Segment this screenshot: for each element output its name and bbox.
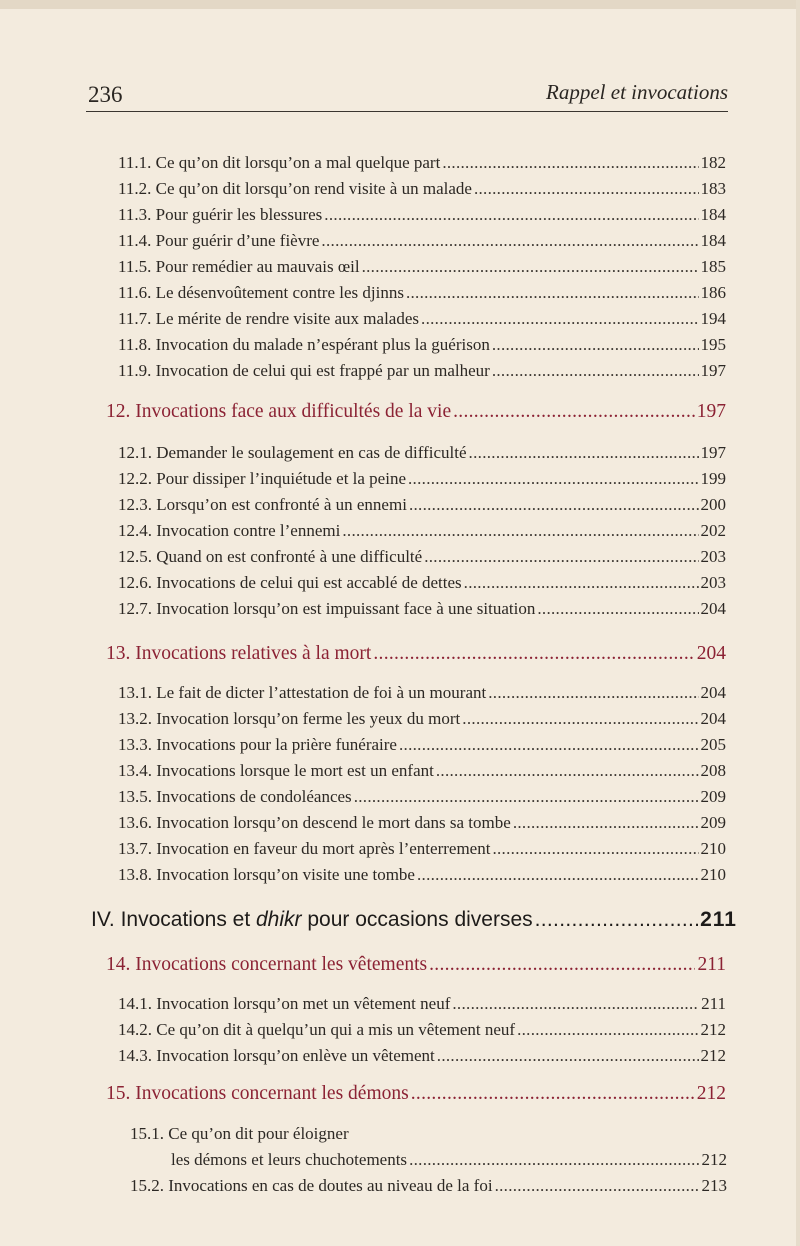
toc-section-page: 197	[696, 401, 726, 422]
toc-entry-page: 204	[700, 709, 726, 728]
toc-entry-label: 11.6. Le désenvoûtement contre les djinns	[118, 283, 404, 302]
dot-leader	[452, 994, 699, 1014]
toc-entry-page: 212	[700, 1046, 726, 1065]
toc-entry-page: 184	[700, 205, 726, 224]
toc-entry-page: 204	[700, 683, 726, 702]
toc-entry-13-5	[118, 787, 726, 807]
toc-entry-label: 14.3. Invocation lorsqu’on enlève un vêtement	[118, 1046, 435, 1065]
toc-section-page: 204	[696, 643, 726, 664]
toc-entry-14-1	[118, 994, 726, 1014]
toc-entry-13-8	[118, 865, 726, 885]
toc-entry-11-1	[118, 153, 726, 173]
toc-entry-page: 183	[700, 179, 726, 198]
toc-entry-label: 11.9. Invocation de celui qui est frappé par un malheur	[118, 361, 490, 380]
dot-leader	[429, 954, 695, 976]
toc-entry-label: 11.1. Ce qu’on dit lorsqu’on a mal quelque part	[118, 153, 441, 172]
toc-entry-label: 13.4. Invocations lorsque le mort est un enfant	[118, 761, 434, 780]
toc-entry-page: 210	[700, 839, 726, 858]
toc-section-label: 12. Invocations face aux difficultés de la vie	[106, 401, 452, 422]
toc-entry-label: 13.2. Invocation lorsqu’on ferme les yeux du mort	[118, 709, 461, 728]
toc-entry-13-4	[118, 761, 726, 781]
dot-leader	[464, 573, 699, 593]
toc-part-page: 211	[700, 908, 737, 931]
toc-entry-15-1	[171, 1150, 727, 1170]
toc-entry-page: 195	[700, 335, 726, 354]
toc-entry-11-2	[118, 179, 726, 199]
dot-leader	[399, 735, 699, 755]
toc-section-page: 211	[697, 954, 726, 975]
toc-entry-page: 186	[700, 283, 726, 302]
toc-entry-page: 184	[700, 231, 726, 250]
dot-leader	[342, 521, 698, 541]
toc-entry-label: 12.6. Invocations de celui qui est accablé de dettes	[118, 573, 462, 592]
toc-entry-12-6	[118, 573, 726, 593]
toc-part-label-start: IV. Invocations et	[91, 908, 256, 931]
toc-section-15	[106, 1083, 726, 1105]
toc-entry-13-2	[118, 709, 726, 729]
dot-leader	[408, 469, 699, 489]
dot-leader	[492, 839, 698, 859]
toc-entry-page: 209	[700, 787, 726, 806]
toc-entry-page: 203	[700, 573, 726, 592]
toc-entry-11-5	[118, 257, 726, 277]
toc-entry-page: 204	[700, 599, 726, 618]
dot-leader	[488, 683, 698, 703]
toc-entry-page: 208	[700, 761, 726, 780]
dot-leader	[492, 335, 699, 355]
toc-entry-page: 205	[700, 735, 726, 754]
dot-leader	[442, 153, 698, 173]
dot-leader	[474, 179, 699, 199]
toc-entry-label: 12.1. Demander le soulagement en cas de difficulté	[118, 443, 467, 462]
toc-entry-label: 11.4. Pour guérir d’une fièvre	[118, 231, 320, 250]
dot-leader	[537, 599, 698, 619]
toc-entry-11-9	[118, 361, 726, 381]
toc-entry-13-7	[118, 839, 726, 859]
toc-entry-label: 12.4. Invocation contre l’ennemi	[118, 521, 341, 540]
toc-entry-page: 200	[700, 495, 726, 514]
toc-entry-13-6	[118, 813, 726, 833]
toc-entry-page: 197	[700, 361, 726, 380]
dot-leader	[373, 643, 694, 665]
toc-entry-13-1	[118, 683, 726, 703]
toc-entry-page: 203	[700, 547, 726, 566]
dot-leader	[411, 1083, 695, 1105]
page-top-edge	[0, 0, 800, 9]
toc-entry-label: 12.7. Invocation lorsqu’on est impuissant face à une situation	[118, 599, 536, 618]
toc-entry-label: 15.2. Invocations en cas de doutes au niveau de la foi	[130, 1176, 493, 1195]
toc-part-iv	[91, 908, 737, 932]
toc-entry-label: 11.5. Pour remédier au mauvais œil	[118, 257, 360, 276]
toc-entry-13-3	[118, 735, 726, 755]
dot-leader	[535, 908, 698, 932]
page-header	[86, 72, 728, 112]
toc-entry-14-2	[118, 1020, 726, 1040]
toc-entry-11-3	[118, 205, 726, 225]
dot-leader	[437, 1046, 699, 1066]
dot-leader	[421, 309, 698, 329]
toc-entry-label: 11.8. Invocation du malade n’espérant plus la guérison	[118, 335, 490, 354]
toc-part-label-end: pour occasions diverses	[301, 908, 533, 931]
dot-leader	[495, 1176, 700, 1196]
toc-entry-12-5	[118, 547, 726, 567]
toc-entry-label: 13.1. Le fait de dicter l’attestation de foi à un mourant	[118, 683, 487, 702]
page-number: 236	[88, 82, 123, 107]
dot-leader	[462, 709, 698, 729]
toc-entry-label: 14.1. Invocation lorsqu’on met un vêtement neuf	[118, 994, 451, 1013]
toc-entry-page: 194	[700, 309, 726, 328]
toc-entry-page: 211	[701, 994, 726, 1013]
dot-leader	[436, 761, 699, 781]
toc-part-label	[91, 908, 533, 932]
toc-section-label: 15. Invocations concernant les démons	[106, 1083, 409, 1104]
page-right-edge	[796, 0, 800, 1246]
toc-entry-label: 11.2. Ce qu’on dit lorsqu’on rend visite à un malade	[118, 179, 472, 198]
toc-entry-page: 182	[700, 153, 726, 172]
dot-leader	[417, 865, 699, 885]
toc-section-14	[106, 954, 726, 976]
toc-section-label: 14. Invocations concernant les vêtements	[106, 954, 428, 975]
toc-entry-label: 12.3. Lorsqu’on est confronté à un ennemi	[118, 495, 407, 514]
toc-entry-label: les démons et leurs chuchotements	[171, 1150, 408, 1169]
toc-entry-label: 13.3. Invocations pour la prière funéraire	[118, 735, 397, 754]
dot-leader	[492, 361, 699, 381]
dot-leader	[406, 283, 699, 303]
toc-entry-label: 13.8. Invocation lorsqu’on visite une tombe	[118, 865, 415, 884]
toc-part-label-italic: dhikr	[256, 908, 302, 931]
toc-section-page: 212	[696, 1083, 726, 1104]
header-rule	[86, 111, 728, 112]
toc-entry-12-1	[118, 443, 726, 463]
toc-entry-label: 11.7. Le mérite de rendre visite aux malades	[118, 309, 420, 328]
toc-entry-page: 197	[700, 443, 726, 462]
toc-entry-label: 14.2. Ce qu’on dit à quelqu’un qui a mis un vêtement neuf	[118, 1020, 516, 1039]
toc-entry-page: 210	[700, 865, 726, 884]
toc-entry-11-7	[118, 309, 726, 329]
toc-entry-label: 11.3. Pour guérir les blessures	[118, 205, 323, 224]
toc-entry-page: 212	[701, 1150, 727, 1169]
toc-entry-page: 209	[700, 813, 726, 832]
toc-entry-page: 202	[700, 521, 726, 540]
running-title: Rappel et invocations	[546, 80, 728, 104]
toc-entry-page: 199	[700, 469, 726, 488]
dot-leader	[517, 1020, 698, 1040]
toc-entry-15-2	[130, 1176, 727, 1196]
dot-leader	[469, 443, 699, 463]
dot-leader	[362, 257, 699, 277]
toc-entry-11-4	[118, 231, 726, 251]
dot-leader	[409, 1150, 699, 1170]
toc-entry-11-8	[118, 335, 726, 355]
toc-section-label: 13. Invocations relatives à la mort	[106, 643, 372, 664]
dot-leader	[354, 787, 699, 807]
dot-leader	[513, 813, 699, 833]
dot-leader	[321, 231, 698, 251]
toc-section-12	[106, 401, 726, 423]
dot-leader	[453, 401, 695, 423]
dot-leader	[324, 205, 698, 225]
toc-entry-12-4	[118, 521, 726, 541]
toc-entry-label: 12.5. Quand on est confronté à une difficulté	[118, 547, 423, 566]
dot-leader	[424, 547, 698, 567]
toc-entry-12-7	[118, 599, 726, 619]
toc-entry-11-6	[118, 283, 726, 303]
dot-leader	[409, 495, 699, 515]
toc-entry-page: 212	[700, 1020, 726, 1039]
toc-entry-page: 185	[700, 257, 726, 276]
toc-entry-14-3	[118, 1046, 726, 1066]
toc-entry-label: 13.6. Invocation lorsqu’on descend le mort dans sa tombe	[118, 813, 511, 832]
toc-entry-label: 13.7. Invocation en faveur du mort après l’enterrement	[118, 839, 491, 858]
toc-entry-label: 12.2. Pour dissiper l’inquiétude et la peine	[118, 469, 406, 488]
toc-entry-label: 13.5. Invocations de condoléances	[118, 787, 352, 806]
toc-entry-15-1-line1: 15.1. Ce qu’on dit pour éloigner	[130, 1124, 349, 1143]
toc-entry-page: 213	[701, 1176, 727, 1195]
toc-entry-12-2	[118, 469, 726, 489]
toc-entry-12-3	[118, 495, 726, 515]
toc-section-13	[106, 643, 726, 665]
